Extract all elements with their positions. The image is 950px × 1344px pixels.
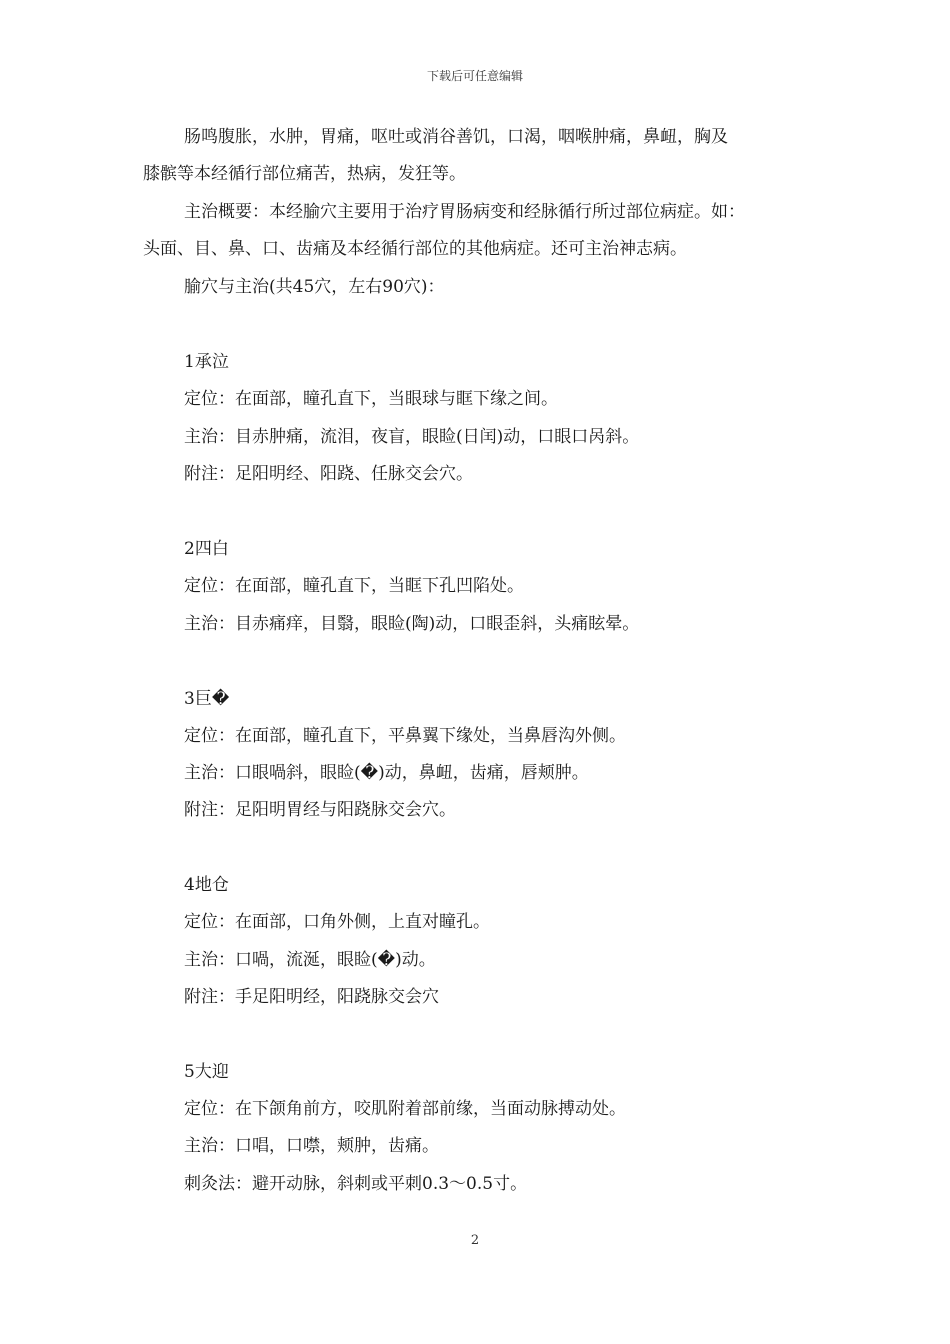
point-indication: 主治：口唱，口噤，颊肿，齿痛。	[184, 1136, 439, 1156]
intro-paragraph-1-line-1: 肠鸣腹胀，水肿，胃痛，呕吐或消谷善饥，口渴，咽喉肿痛，鼻衄，胸及	[184, 127, 728, 147]
point-title: 2四白	[184, 539, 229, 559]
intro-paragraph-1-line-2: 膝髌等本经循行部位痛苦，热病，发狂等。	[143, 164, 466, 184]
point-location: 定位：在面部，瞳孔直下，当眶下孔凹陷处。	[184, 576, 524, 596]
point-title: 3巨�	[184, 689, 230, 709]
page-number: 2	[470, 1233, 480, 1248]
point-title: 4地仓	[184, 875, 229, 895]
point-title: 1承泣	[184, 352, 229, 372]
point-location: 定位：在面部，口角外侧，上直对瞳孔。	[184, 912, 490, 932]
point-note: 附注：足阳明胃经与阳跷脉交会穴。	[184, 800, 456, 820]
point-location: 定位：在面部，瞳孔直下，当眼球与眶下缘之间。	[184, 389, 558, 409]
point-title: 5大迎	[184, 1062, 229, 1082]
intro-paragraph-2-line-1: 主治概要：本经腧穴主要用于治疗胃肠病变和经脉循行所过部位病症。如：	[184, 202, 745, 222]
point-location: 定位：在下颌角前方，咬肌附着部前缘，当面动脉搏动处。	[184, 1099, 626, 1119]
page-header: 下载后可任意编辑	[426, 69, 523, 83]
point-location: 定位：在面部，瞳孔直下，平鼻翼下缘处，当鼻唇沟外侧。	[184, 726, 626, 746]
point-indication: 主治：目赤痛痒，目翳，眼睑(陶)动，口眼歪斜，头痛眩晕。	[184, 614, 640, 634]
point-indication: 主治：口喎，流涎，眼睑(�)动。	[184, 950, 436, 970]
point-note: 附注：足阳明经、阳跷、任脉交会穴。	[184, 464, 473, 484]
point-technique: 刺灸法：避开动脉，斜刺或平刺0.3～0.5寸。	[184, 1174, 528, 1194]
point-indication: 主治：口眼喎斜，眼睑(�)动，鼻衄，齿痛，唇颊肿。	[184, 763, 589, 783]
point-note: 附注：手足阳明经，阳跷脉交会穴	[184, 987, 439, 1007]
point-indication: 主治：目赤肿痛，流泪，夜盲，眼睑(日闰)动，口眼口呙斜。	[184, 427, 640, 447]
intro-paragraph-3: 腧穴与主治(共45穴，左右90穴)：	[184, 277, 445, 297]
intro-paragraph-2-line-2: 头面、目、鼻、口、齿痛及本经循行部位的其他病症。还可主治神志病。	[143, 239, 687, 259]
